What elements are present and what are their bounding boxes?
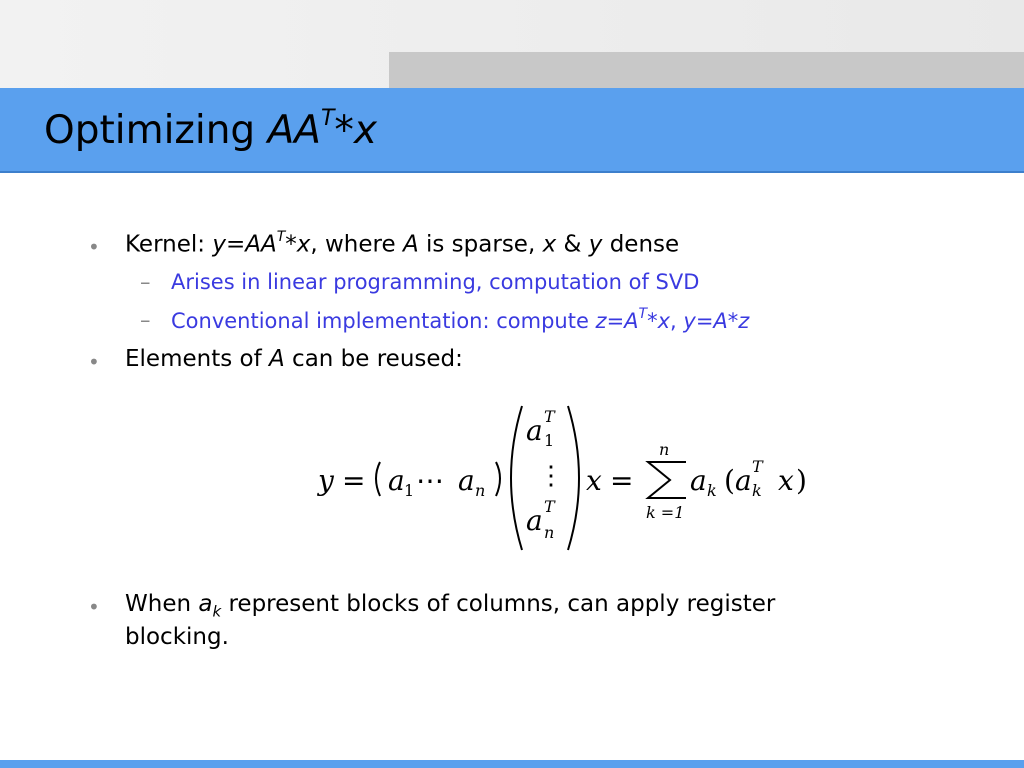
bigparen-right bbox=[568, 406, 579, 550]
eq-dots: ⋯ bbox=[416, 464, 444, 497]
bullet-marker: • bbox=[88, 595, 100, 619]
eq-equals-2: = bbox=[610, 464, 634, 497]
equation bbox=[310, 400, 830, 560]
inner-x: x bbox=[778, 464, 794, 497]
bullet-marker: • bbox=[88, 350, 100, 374]
eq-ak-sub: k bbox=[707, 481, 717, 500]
eq-an: a bbox=[458, 464, 475, 497]
inner-sup: T bbox=[752, 457, 763, 476]
subbullet-conventional: Conventional implementation: compute $z=A^T*x$, y=A*z bbox=[171, 306, 750, 333]
bullet-kernel: Kernel: $y=AA^T*x$, where A is sparse, x & y dense bbox=[125, 229, 680, 258]
eq-x: x bbox=[586, 464, 602, 497]
col-bot-sub: n bbox=[544, 523, 555, 542]
sum-lower: k =1 bbox=[646, 503, 685, 522]
bigparen-left bbox=[511, 406, 522, 550]
bullet-when-line2: blocking. bbox=[125, 624, 229, 650]
inner-paren-open: ( bbox=[724, 464, 735, 497]
col-bot-sup: T bbox=[544, 497, 555, 516]
col-top: a bbox=[526, 414, 543, 447]
slide-title: Optimizing $AA^T*x$ bbox=[44, 106, 377, 153]
paren-right bbox=[496, 462, 500, 496]
inner-a: a bbox=[735, 464, 752, 497]
eq-lhs: y bbox=[318, 464, 334, 497]
eq-ak: a bbox=[690, 464, 707, 497]
header-band-accent bbox=[389, 52, 1024, 88]
bullet-marker: • bbox=[88, 235, 100, 259]
sum-upper: n bbox=[659, 440, 670, 459]
eq-a1: a bbox=[388, 464, 405, 497]
eq-an-sub: n bbox=[475, 481, 486, 500]
col-top-sub: 1 bbox=[544, 431, 555, 450]
eq-equals: = bbox=[342, 464, 366, 497]
inner-paren-close: ) bbox=[796, 464, 807, 497]
bullet-elements: Elements of A can be reused: bbox=[125, 346, 463, 372]
paren-left bbox=[376, 462, 380, 496]
bullet-when: When $a_k$ represent blocks of columns, can apply register bbox=[125, 591, 776, 621]
col-bot: a bbox=[526, 504, 543, 537]
subbullet-marker: – bbox=[140, 270, 151, 294]
eq-a1-sub: 1 bbox=[404, 481, 415, 500]
subbullet-marker: – bbox=[140, 308, 151, 332]
subbullet-arises: Arises in linear programming, computation of SVD bbox=[171, 270, 700, 294]
sum-sign bbox=[648, 462, 686, 498]
col-top-sup: T bbox=[544, 407, 555, 426]
inner-sub: k bbox=[752, 481, 762, 500]
col-vdots: ⋮ bbox=[538, 461, 564, 491]
footer-line bbox=[0, 760, 1024, 768]
